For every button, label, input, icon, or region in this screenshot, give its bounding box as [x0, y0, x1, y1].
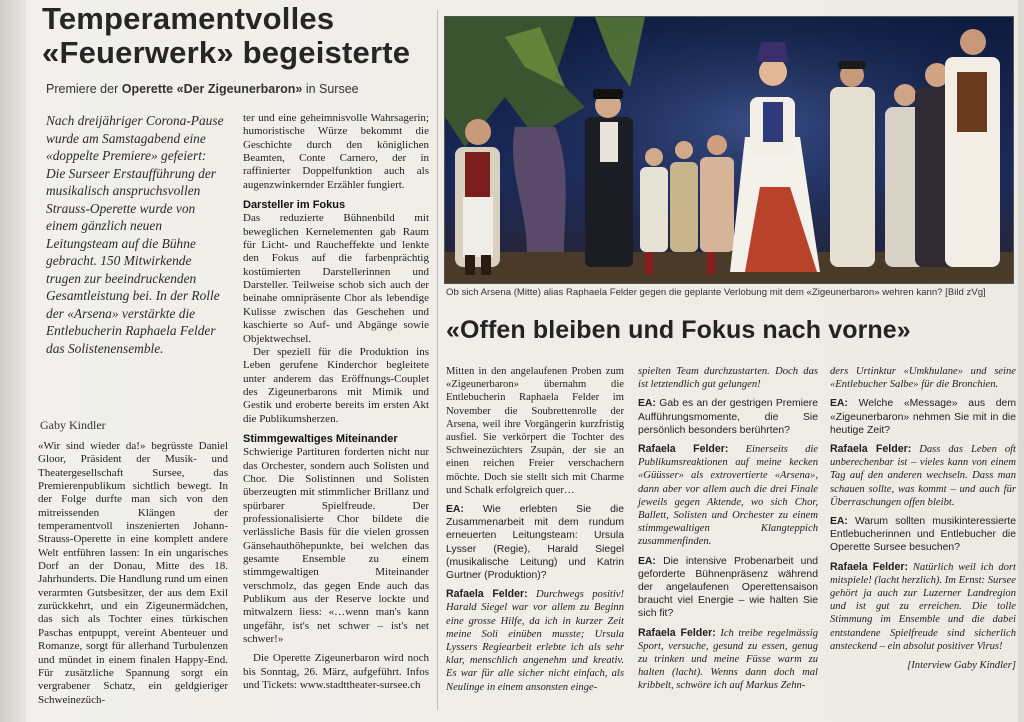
rf-label: Rafaela Felder: — [830, 560, 909, 573]
answer-text: Einerseits die Publikumsreaktionen auf meine kecken «Güüsser» als extrovertierte «Arsena», dann aber vor allem auch die drei Finale jeweils gegen Aktende, wo sich Chor, Ballett, Solisten und Orchester zu einem stimmgewaltigen Klangteppich zusammenfinden. — [638, 444, 819, 548]
stage-photo-illustration — [445, 17, 1013, 283]
answer-text: Durchwegs positiv! Harald Siegel war vor allem zu Beginn eine grosse Hilfe, da ich in kurzer Zeit meine Soli einüben musste; Ursula Lyssers Regiearbeit erlebte ich als sehr klar, menschlich angenehm und kreativ. Es war für alle sicher nicht einfach, als Neulinge in einem ansonsten einge- — [446, 589, 624, 693]
subline-post: in Sursee — [302, 82, 359, 96]
subline-bold: Operette «Der Zigeunerbaron» — [121, 82, 303, 96]
page-right-edge — [1018, 0, 1024, 722]
rf-label: Rafaela Felder: — [830, 443, 912, 456]
stage-photo — [444, 16, 1014, 284]
ea-label: EA: — [830, 516, 848, 528]
subheading-darsteller: Darsteller im Fokus — [243, 199, 346, 212]
ea-label: EA: — [446, 504, 464, 516]
answer-3 — [638, 627, 818, 693]
interview-column-3 — [830, 365, 1016, 678]
photo-caption: Ob sich Arsena (Mitte) alias Raphaela Felder gegen die geplante Verlobung mit dem «Zigeunerbaron» wehren kann? [Bild zVg] — [446, 287, 986, 298]
article-author: Gaby Kindler — [40, 418, 106, 432]
question-text: Gab es an der gestrigen Premiere Aufführungsmomente, die Sie persönlich besonders berührten? — [638, 398, 818, 436]
paragraph: Die Operette Zigeunerbaron wird noch bis Sonntag, 26. März, aufgeführt. Infos und Tickets: www.stadttheater-sursee.ch — [243, 652, 429, 692]
subline-pre: Premiere der — [46, 82, 122, 96]
rf-label: Rafaela Felder: — [638, 443, 729, 456]
headline-line-2: «Feuerwerk» begeisterte — [42, 35, 411, 70]
paragraph: Das reduzierte Bühnenbild mit beweglichen Kernelementen gab Raum für Licht- und Raucheffekte und lenkte den Fokus auf die farbenprächtig kostümierten Darstellerinnen und Darsteller. Teilweise schob sich auch der beinahe omnipräsente Chor als lebendige Kulisse zwischen das Geschehen und kaschierte so Auf- und Abgänge sowie Objektwechsel. — [243, 212, 429, 345]
question-3 — [638, 555, 818, 621]
answer-text: Natürlich weil ich dort mitspiele! (lacht herzlich). Im Ernst: Sursee gehört ja auch zur Luzerner Landregion und ist gut zu erreichen. Die tolle Stimmung im Ensemble und die dabei entstandene Spielfreude sind sicherlich ansteckend – ein absolut positiver Virus! — [830, 561, 1017, 652]
ea-label: EA: — [638, 555, 656, 567]
answer-3-continued: ders Urtinktur «Umkhulane» und seine «Entlebucher Salbe» für die Bronchien. — [830, 366, 1016, 391]
question-2 — [638, 397, 818, 437]
answer-text: Dass das Leben oft unberechenbar ist – vieles kann von einem Tag auf den anderen wechseln. Dass man schauen sollte, was kommt – und auch für Überraschungen offen bleibt. — [830, 444, 1017, 508]
ea-label: EA: — [638, 398, 656, 410]
article-headline — [42, 2, 442, 70]
paragraph: Der speziell für die Produktion ins Leben gerufene Kinderchor begleitete unter anderem das Eröffnungs-Couplet des Zigeunerbarons mit Mimik und Gestik und eroberte bereits im ersten Akt die Publikumsherzen. — [243, 345, 429, 425]
page-fold-shadow — [0, 0, 26, 722]
question-1 — [446, 503, 624, 582]
interview-column-1 — [446, 365, 624, 700]
article-column-1 — [38, 440, 228, 707]
answer-1 — [446, 588, 624, 694]
paragraph: Schwierige Partituren forderten nicht nur das Orchester, sondern auch Solisten und Chor. Die Solistinnen und Solisten überzeugten mit stimmlicher Brillanz und spürbarer Spielfreude. Der professionalisierte Chor bildete die verlässliche Basis für die vielen grossen Gänsehauthöhepunkte, bei welchen das gesamte Ensemble zu einem stimmgewaltigen Miteinander verschmolz, das gegen Ende auch das Publikum aus der Reserve lockte und mitwalzern liess: «…wenn man's kann ungefähr, ist's net schwer – ist's net schwer!» — [243, 446, 429, 646]
question-4 — [830, 397, 1016, 437]
answer-text: Ich treibe regelmässig Sport, versuche, gesund zu essen, genug zu trinken und meine Füsse warm zu halten (lacht). Wenns dann doch mal kribbelt, schwöre ich auf Markus Zehn- — [638, 627, 818, 692]
answer-1-continued: spielten Team durchzustarten. Doch das ist letztendlich gut gelungen! — [638, 366, 818, 391]
paragraph: «Wir sind wieder da!» begrüsste Daniel Gloor, Präsident der Musik- und Theatergesellschaft Sursee, das Premierenpublikum sichtlich bewegt. In der Folge durfte man sich von den mitreissenden Klängen der temperamentvoll inszenierten Johann-Strauss-Operette in eine komplett andere Welt entführen lassen: In ein ungarisches Dorf an der Donau, Mitte des 18. Jahrhunderts. Die Handlung rund um einen verarmten Gutsbesitzer, der aus dem Exil zurückkehrt, und ein Zigeunermädchen, das sich als Tochter eines türkischen Paschas entpuppt, vereint Abenteuer und Romanze, sorgt für allerhand Turbulenzen und mündet in einem finalen Happy-End. Für zusätzliche Spannung sorgt ein vergrabener Schatz, ein geldgieriger Schweinezüch- — [38, 440, 229, 706]
interview-credit: [Interview Gaby Kindler] — [907, 660, 1016, 672]
question-text: Welche «Message» aus dem «Zigeunerbaron» nehmen Sie mit in die heutige Zeit? — [830, 398, 1016, 436]
article-subline — [46, 82, 426, 96]
question-text: Wie erlebten Sie die Zusammenarbeit mit dem rundum erneuerten Leitungsteam: Ursula Lysser (Regie), Harald Siegel (musikalische Leitung) und Katrin Gurtner (Produktion)? — [446, 504, 624, 582]
ea-label: EA: — [830, 398, 848, 410]
interview-intro: Mitten in den angelaufenen Proben zum «Zigeunerbaron» übernahm die Entlebucherin Raphaela Felder im November die Soubrettenrolle der Arsena, weil ihre Vorgängerin kurzfristig ausfiel. Sie verkörpert die Tochter des Schweinezüchters Zsupán, der sie an einen reichen Freier verschachern möchte. Doch sie stellt sich mit Charme und Schalk erfolgreich quer… — [446, 366, 624, 496]
question-5 — [830, 515, 1016, 555]
rf-label: Rafaela Felder: — [638, 626, 716, 639]
column-divider — [437, 10, 438, 710]
headline-line-1: Temperamentvolles — [42, 1, 335, 36]
subheading-stimmgewaltig: Stimmgewaltiges Miteinander — [243, 432, 398, 445]
question-text: Warum sollten musikinteressierte Entlebucherinnen und Entlebucher die Operette Sursee besuchen? — [830, 516, 1016, 554]
interview-headline: «Offen bleiben und Fokus nach vorne» — [446, 316, 911, 344]
paragraph: ter und eine geheimnisvolle Wahrsagerin; humoristische Würze bekommt die Geschichte durch den königlichen Beamten, Conte Carnero, der in raffinierter Doppelfunktion auch als augenzwinkernder Erzähler fungiert. — [243, 112, 429, 191]
rf-label: Rafaela Felder: — [446, 588, 528, 601]
answer-4 — [830, 443, 1016, 509]
answer-5 — [830, 561, 1016, 653]
article-lead: Nach dreijähriger Corona-Pause wurde am Samstagabend eine «doppelte Premiere» gefeiert: Die Surseer Erstaufführung der musikalisch anspruchsvollen Strauss-Operette wurde von einem gänzlich neuen Leitungsteam auf die Bühne gebracht. 150 Mitwirkende trugen zur beeindruckenden Gesamtleistung bei. In der Rolle der «Arsena» verstärkte die Entlebucherin Raphaela Felder das Solistenensemble. — [46, 113, 224, 356]
question-text: Die intensive Probenarbeit und geforderte Bühnenpräsenz während der angelaufenen Operettensaison braucht viel Energie – wie halten Sie sich fit? — [638, 555, 818, 620]
article-column-2 — [243, 112, 429, 692]
answer-2 — [638, 443, 818, 549]
interview-column-2 — [638, 365, 818, 699]
